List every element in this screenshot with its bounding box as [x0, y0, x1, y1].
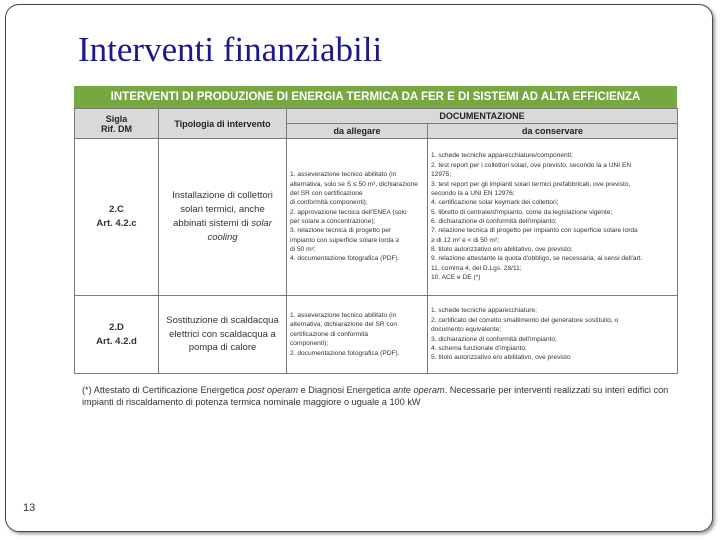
list-item: 5. titolo autorizzativo e/o abilitativo, ove previsto [431, 354, 571, 362]
footnote-mid: e Diagnosi Energetica [298, 385, 394, 395]
list-item: 8. titolo autorizzativo e/o abilitativo, ove previsto; [431, 246, 573, 254]
list-item: 2. test report per i collettori solari, ove previsto, secondo la a UNI EN [431, 161, 632, 169]
list-item: 3. relazione tecnica di progetto per [290, 227, 392, 235]
row-tipologia [159, 139, 287, 296]
table-footnote [82, 384, 682, 409]
list-item: 4. documentazione fotografica (PDF). [290, 255, 400, 263]
tipologia-line: pompa di calore [188, 342, 257, 354]
sigla-article: Art. 4.2.d [96, 335, 137, 347]
table-banner: INTERVENTI DI PRODUZIONE DI ENERGIA TERMICA DA FER E DI SISTEMI AD ALTA EFFICIENZA [74, 86, 677, 108]
slide-title: Interventi finanziabili [78, 30, 383, 69]
sigla-code: 2.C [109, 204, 124, 216]
list-item: 4. certificazione solar keymark dei collettori; [431, 199, 559, 207]
list-item: 2. documentazione fotografica (PDF). [290, 349, 400, 357]
list-item: secondo la a UNI EN 12976; [431, 189, 515, 197]
list-item: di 50 m²; [290, 246, 316, 254]
list-item: certificazione di conformità [290, 330, 369, 338]
list-item: 7. relazione tecnica di progetto per impianto con superficie solare lorda [431, 227, 638, 235]
list-item: 10. ACE e DE (*) [431, 274, 481, 282]
list-item: ≥ di 12 m² e < di 50 m²; [431, 236, 499, 244]
sigla-article: Art. 4.2.c [96, 218, 137, 229]
row-da-allegare [287, 296, 428, 374]
tipologia-line: elettrici con scaldacqua a [169, 328, 276, 340]
list-item: 6. dichiarazione di conformità dell'impianto; [431, 218, 557, 225]
row-da-allegare [287, 139, 428, 296]
sigla-code: 2.D [109, 321, 124, 333]
footnote-italic-post-operam: post operam [246, 385, 299, 395]
header-da-conservare: da conservare [428, 124, 678, 139]
list-item: documento equivalente; [431, 326, 502, 334]
footnote-rest: . Necessarie per interventi realizzati su interi edifici con impianti di riscaldamento di potenza termica nominale maggiore o uguale a 100 kW [82, 385, 669, 408]
header-tipologia: Tipologia di intervento [159, 109, 287, 139]
header-sigla [75, 109, 159, 139]
header-documentazione: DOCUMENTAZIONE [287, 109, 678, 124]
list-item: alternativa, solo se S ≤ 50 m², dichiarazione del SR con certificazione [290, 180, 418, 197]
header-da-allegare: da allegare [287, 124, 428, 139]
list-item: 12975; [431, 171, 452, 179]
list-item: 2. certificato del corretto smaltimento del generatore sostituito, o [431, 316, 619, 324]
header-sigla-line1: Sigla [105, 113, 128, 124]
row-tipologia [159, 296, 287, 374]
list-item: 4. schema funzionale d'impianto; [431, 344, 527, 352]
row-da-conservare [428, 296, 678, 374]
footnote-italic-ante-operam: ante operam [393, 385, 445, 395]
page-number: 13 [23, 502, 36, 514]
interventions-table [74, 86, 677, 374]
table-row [75, 296, 678, 374]
row-da-conservare [428, 139, 678, 296]
tipologia-italic: solar cooling [207, 218, 272, 243]
list-item: 3. dichiarazione di conformità dell'impianto; [431, 335, 557, 343]
tipologia-text: abbinati sistemi di [173, 218, 249, 229]
list-item: alternativa, dichiarazione del SR con [290, 321, 398, 329]
list-item: 1. schede tecniche apparecchiature/componenti; [431, 152, 573, 160]
list-item: di conformità componenti); [290, 199, 368, 207]
row-sigla [75, 296, 159, 374]
list-item: 9. relazione attestante la quota d'obbligo, se necessaria, ai sensi dell'art. [431, 255, 643, 263]
row-sigla [75, 139, 159, 296]
header-sigla-line2: Rif. DM [101, 123, 132, 134]
footnote-prefix: (*) Attestato di Certificazione Energetica [82, 385, 247, 395]
list-item: per solare a concentrazione); [290, 218, 376, 225]
tipologia-line: Installazione di collettori [172, 190, 273, 202]
tipologia-line: Sostituzione di scaldacqua [166, 314, 279, 326]
list-item: 1. asseverazione tecnico abilitato (in [290, 312, 397, 320]
list-item: 5. libretto di centrale/d'impianto, come da legislazione vigente; [431, 208, 613, 216]
list-item: 1. asseverazione tecnico abilitato (in [290, 171, 397, 179]
tipologia-line: solari termici, anche [180, 204, 265, 216]
list-item: 3. test report per gli impianti solari termici prefabbricati, ove previsto, [431, 180, 631, 188]
table-row [75, 139, 678, 296]
list-item: 1. schede tecniche apparecchiature; [431, 307, 537, 315]
list-item: componenti); [290, 340, 329, 348]
list-item: 11, comma 4, del D.Lgs. 28/11; [431, 264, 522, 272]
list-item: 2. approvazione tecnica dell'ENEA (solo [290, 208, 407, 216]
tipologia-line [162, 217, 283, 245]
list-item: impianto con superficie solare lorda ≥ [290, 236, 400, 244]
